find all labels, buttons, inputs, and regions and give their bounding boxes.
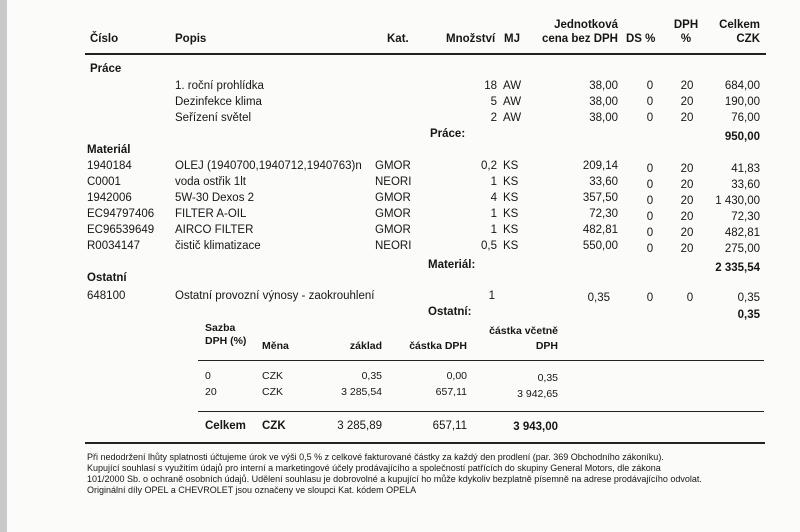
header-jednotkova-1: Jednotková bbox=[554, 19, 618, 31]
header-dph-2: % bbox=[680, 33, 692, 45]
footer-line: Při nedodržení lhůty splatnosti účtujeme úrok ve výši 0,5 % z celkové fakturované částky za každý den prodlení (par. 369 Obchodního zákoníku). bbox=[87, 452, 664, 462]
header-divider bbox=[85, 53, 766, 55]
footer-line: Kupující souhlasí s využitím údajů pro interní a marketingové účely prodávajícího a společností patřících do skupiny General Motors, dle zákona bbox=[87, 463, 661, 473]
scan-edge bbox=[0, 0, 7, 532]
prace-subtotal-label: Práce: bbox=[430, 128, 466, 140]
vat-header-castka: částka DPH bbox=[409, 340, 467, 352]
section-material-title: Materiál bbox=[87, 144, 131, 156]
header-mj: MJ bbox=[504, 33, 520, 45]
vat-header-sazba-1: Sazba bbox=[205, 322, 236, 334]
header-mnozstvi: Množství bbox=[446, 33, 496, 45]
vat-total-divider bbox=[198, 411, 764, 412]
material-subtotal: 2 335,54 bbox=[715, 262, 760, 274]
vat-header-vcetne-1: částka včetně bbox=[489, 325, 558, 337]
ostatni-subtotal: 0,35 bbox=[737, 309, 760, 321]
section-ostatni-title: Ostatní bbox=[87, 272, 127, 284]
prace-subtotal: 950,00 bbox=[724, 131, 760, 143]
vat-header-sazba-2: DPH (%) bbox=[205, 335, 247, 347]
header-celkem-2: CZK bbox=[736, 33, 760, 45]
footer-line: 101/2000 Sb. o ochraně osobních údajů. Udělení souhlasu je dobrovolné a kupující ho může kdykoliv bezplatně písemně na adrese prodávajícího odvolat. bbox=[87, 474, 702, 484]
footer-line: Originální díly OPEL a CHEVROLET jsou označeny ve sloupci Kat. kódem OPELA bbox=[87, 485, 417, 495]
section-prace-title: Práce bbox=[90, 63, 122, 75]
header-cislo: Číslo bbox=[90, 33, 119, 45]
vat-header-mena: Měna bbox=[262, 340, 289, 352]
material-subtotal-label: Materiál: bbox=[428, 259, 476, 271]
header-kat: Kat. bbox=[387, 33, 409, 45]
vat-header-vcetne-2: DPH bbox=[535, 340, 558, 352]
header-jednotkova-2: cena bez DPH bbox=[541, 33, 618, 45]
header-celkem-1: Celkem bbox=[719, 19, 760, 31]
header-dph-1: DPH bbox=[673, 19, 699, 31]
vat-header-zaklad: základ bbox=[349, 340, 382, 352]
footer-divider bbox=[85, 442, 765, 444]
header-popis: Popis bbox=[175, 33, 207, 45]
ostatni-subtotal-label: Ostatní: bbox=[428, 306, 472, 318]
header-ds: DS % bbox=[626, 33, 656, 45]
vat-header-divider bbox=[198, 360, 764, 361]
